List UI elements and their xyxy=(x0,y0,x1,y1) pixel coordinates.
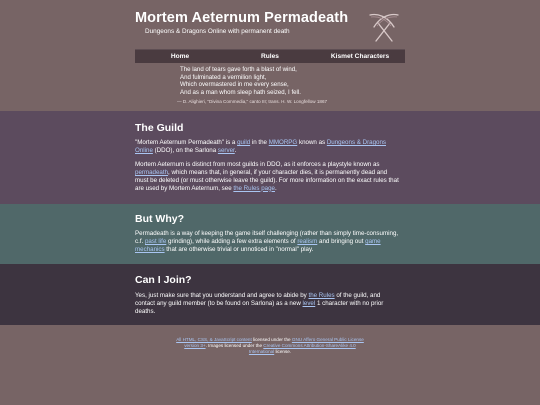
guild-section xyxy=(0,111,540,204)
text: . Images licensed under the xyxy=(205,343,264,349)
why-heading: But Why? xyxy=(135,213,184,225)
server-link[interactable]: server xyxy=(217,146,235,154)
text: Mortem Aeternum is distinct from most guilds in DDO, as it enforces a playstyle known as xyxy=(135,161,380,168)
realism-link[interactable]: realism xyxy=(297,237,318,245)
text: known as xyxy=(297,139,327,146)
level-link[interactable]: level xyxy=(302,299,316,307)
text: "Mortem Aeternum Permadeath" is a xyxy=(135,139,238,146)
guild-link[interactable]: guild xyxy=(237,139,251,146)
join-section xyxy=(0,264,540,325)
permadeath-link[interactable]: permadeath xyxy=(135,168,169,176)
site-header xyxy=(0,0,540,48)
guild-heading: The Guild xyxy=(135,122,184,134)
agpl-license-link[interactable]: GNU Affero General Public License version 3+ xyxy=(184,337,364,349)
main-nav xyxy=(135,49,405,63)
poem-line: And as a man whom sleep hath seized, I fell. xyxy=(180,88,301,96)
the-rules-link[interactable]: the Rules xyxy=(308,292,335,299)
nav-kismet-characters-link[interactable]: Kismet Characters xyxy=(330,53,390,60)
why-paragraph xyxy=(135,230,400,254)
nav-home-link[interactable]: Home xyxy=(170,53,190,60)
epigraph-poem xyxy=(180,66,301,96)
site-title: Mortem Aeternum Permadeath xyxy=(135,10,349,26)
text: grinding), while adding a few extra elements of xyxy=(166,237,298,245)
rules-page-link[interactable]: the Rules page xyxy=(233,184,275,192)
code-content-link[interactable]: All HTML, CSS, & JavaScript content xyxy=(176,337,252,342)
text: , which means that, in general, if your character dies, it is permanently dead and must be deleted (or must otherwise leave the guild). For more information on the exact rules that are used by Mortem Aeternum, see xyxy=(135,168,399,192)
text: licensed under the xyxy=(251,337,292,342)
text: 1 character with no prior deaths. xyxy=(135,299,384,315)
text: . xyxy=(234,146,237,154)
text: in the xyxy=(250,139,269,146)
text: license. xyxy=(274,349,292,355)
poem-line: The land of tears gave forth a blast of wind, xyxy=(180,66,297,73)
past-life-link[interactable]: past life xyxy=(144,237,167,245)
poem-line: Which overmastered in me every sense, xyxy=(180,81,289,89)
join-heading: Can I Join? xyxy=(135,274,192,286)
game-mechanics-link[interactable]: game mechanics xyxy=(135,237,381,253)
license-footer xyxy=(175,337,365,356)
nav-rules-link[interactable]: Rules xyxy=(261,53,279,60)
guild-permadeath-paragraph xyxy=(135,161,400,193)
why-section xyxy=(0,204,540,264)
text: and bringing out xyxy=(317,237,366,245)
text: . xyxy=(274,184,277,192)
poem-attribution: — D. Alighieri, "Divina Commedia," canto III; trans. H. W. Longfellow 1867 xyxy=(177,99,328,104)
text: Permadeath is a way of keeping the game itself challenging (rather than simply time-consuming, c.f. xyxy=(135,230,399,245)
crossed-scythes-logo-icon xyxy=(366,11,402,43)
join-paragraph xyxy=(135,292,400,316)
text: that are otherwise trivial or unnoticed in "normal" play. xyxy=(164,245,314,253)
site-subtitle: Dungeons & Dragons Online with permanent death xyxy=(145,28,290,35)
guild-intro-paragraph xyxy=(135,139,400,155)
text: Yes, just make sure that you understand and agree to abide by xyxy=(135,292,309,299)
cc-by-sa-license-link[interactable]: Creative Commons Attribution-ShareAlike 4.0 International xyxy=(248,343,356,355)
poem-line: And fulminated a vermilion light, xyxy=(180,73,267,81)
ddo-link[interactable]: Dungeons & Dragons Online xyxy=(135,139,386,154)
text: (DDO), on the Sarlona xyxy=(152,146,218,154)
mmorpg-link[interactable]: MMORPG xyxy=(268,139,298,146)
text: of the guild, and contact any guild member (to be found on Sarlona) as a new xyxy=(135,292,381,307)
